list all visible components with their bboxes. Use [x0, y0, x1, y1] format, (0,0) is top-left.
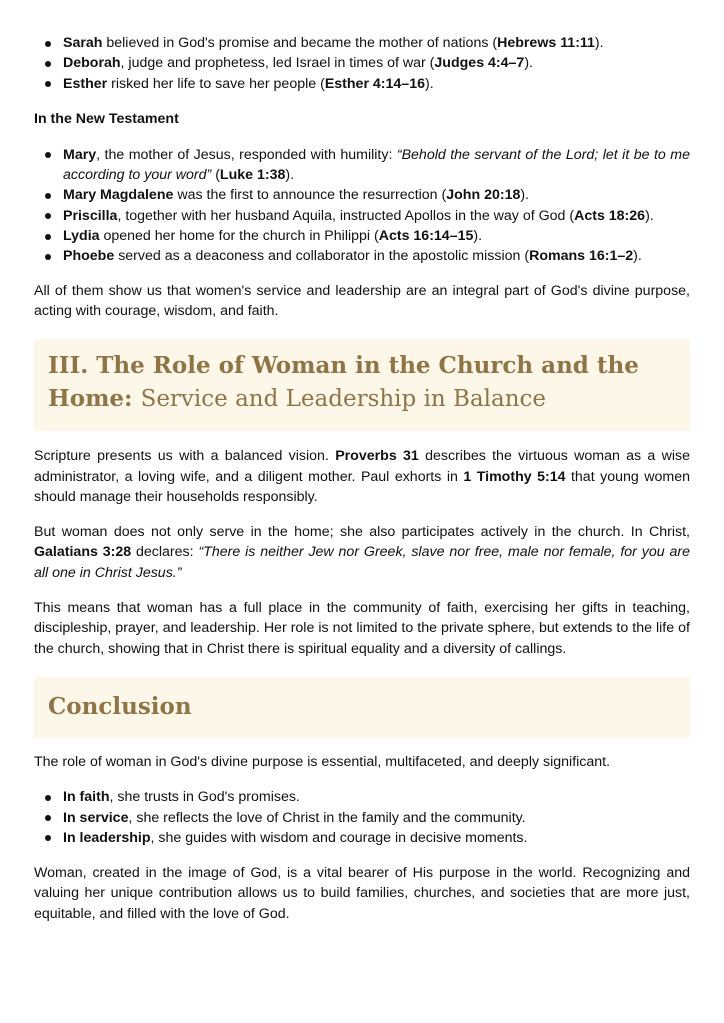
page-content — [34, 33, 690, 924]
list-item: Phoebe served as a deaconess and collaborator in the apostolic mission (Romans 16:1–2). — [34, 246, 690, 266]
closing-paragraph: Woman, created in the image of God, is a vital bearer of His purpose in the world. Recognizing and valuing her unique contribution allows us to build families, churches, and societies that are more just, equitable, and filled with the love of God. — [34, 865, 690, 922]
summary-paragraph: All of them show us that women's service and leadership are an integral part of God's divine purpose, acting with courage, wisdom, and faith. — [34, 282, 690, 319]
list-item: Lydia opened her home for the church in Philippi (Acts 16:14–15). — [34, 226, 690, 246]
list-item: In faith, she trusts in God's promises. — [34, 787, 690, 807]
list-item: Mary Magdalene was the first to announce the resurrection (John 20:18). — [34, 185, 690, 205]
conclusion-heading-box — [34, 677, 690, 738]
list-item: In service, she reflects the love of Christ in the family and the community. — [34, 808, 690, 828]
list-item: Priscilla, together with her husband Aquila, instructed Apollos in the way of God (Acts 18:26). — [34, 206, 690, 226]
list-item: Sarah believed in God's promise and became the mother of nations (Hebrews 11:11). — [34, 33, 690, 53]
section-three-paragraph-2: But woman does not only serve in the home; she also participates actively in the church. In Christ, Galatians 3:28 declares: “There is neither Jew nor Greek, slave nor free, male nor female, for you are all one in Christ Jesus.” — [34, 524, 690, 581]
list-item: Esther risked her life to save her people (Esther 4:14–16). — [34, 74, 690, 94]
conclusion-list — [34, 787, 690, 848]
section-three-paragraph-1: Scripture presents us with a balanced vision. Proverbs 31 describes the virtuous woman as a wise administrator, a loving wife, and a diligent mother. Paul exhorts in 1 Timothy 5:14 that young women should manage their households responsibly. — [34, 448, 691, 505]
section-three-paragraph-3: This means that woman has a full place in the community of faith, exercising her gifts in teaching, discipleship, prayer, and leadership. Her role is not limited to the private sphere, but extends to the life of the church, showing that in Christ there is spiritual equality and a diversity of callings. — [34, 600, 690, 657]
list-item: Mary, the mother of Jesus, responded with humility: “Behold the servant of the Lord; let it be to me according to your word” (Luke 1:38). — [34, 145, 690, 186]
list-item: Deborah, judge and prophetess, led Israel in times of war (Judges 4:4–7). — [34, 53, 690, 73]
nt-women-list — [34, 145, 690, 267]
section-three-title: III. The Role of Woman in the Church and the Home: Service and Leadership in Balance — [48, 352, 639, 413]
conclusion-title: Conclusion — [48, 692, 192, 720]
conclusion-intro: The role of woman in God's divine purpose is essential, multifaceted, and deeply significant. — [34, 753, 611, 770]
ot-women-list — [34, 33, 690, 94]
new-testament-heading: In the New Testament — [34, 110, 179, 127]
list-item: In leadership, she guides with wisdom and courage in decisive moments. — [34, 828, 690, 848]
section-three-heading-box — [34, 339, 690, 431]
